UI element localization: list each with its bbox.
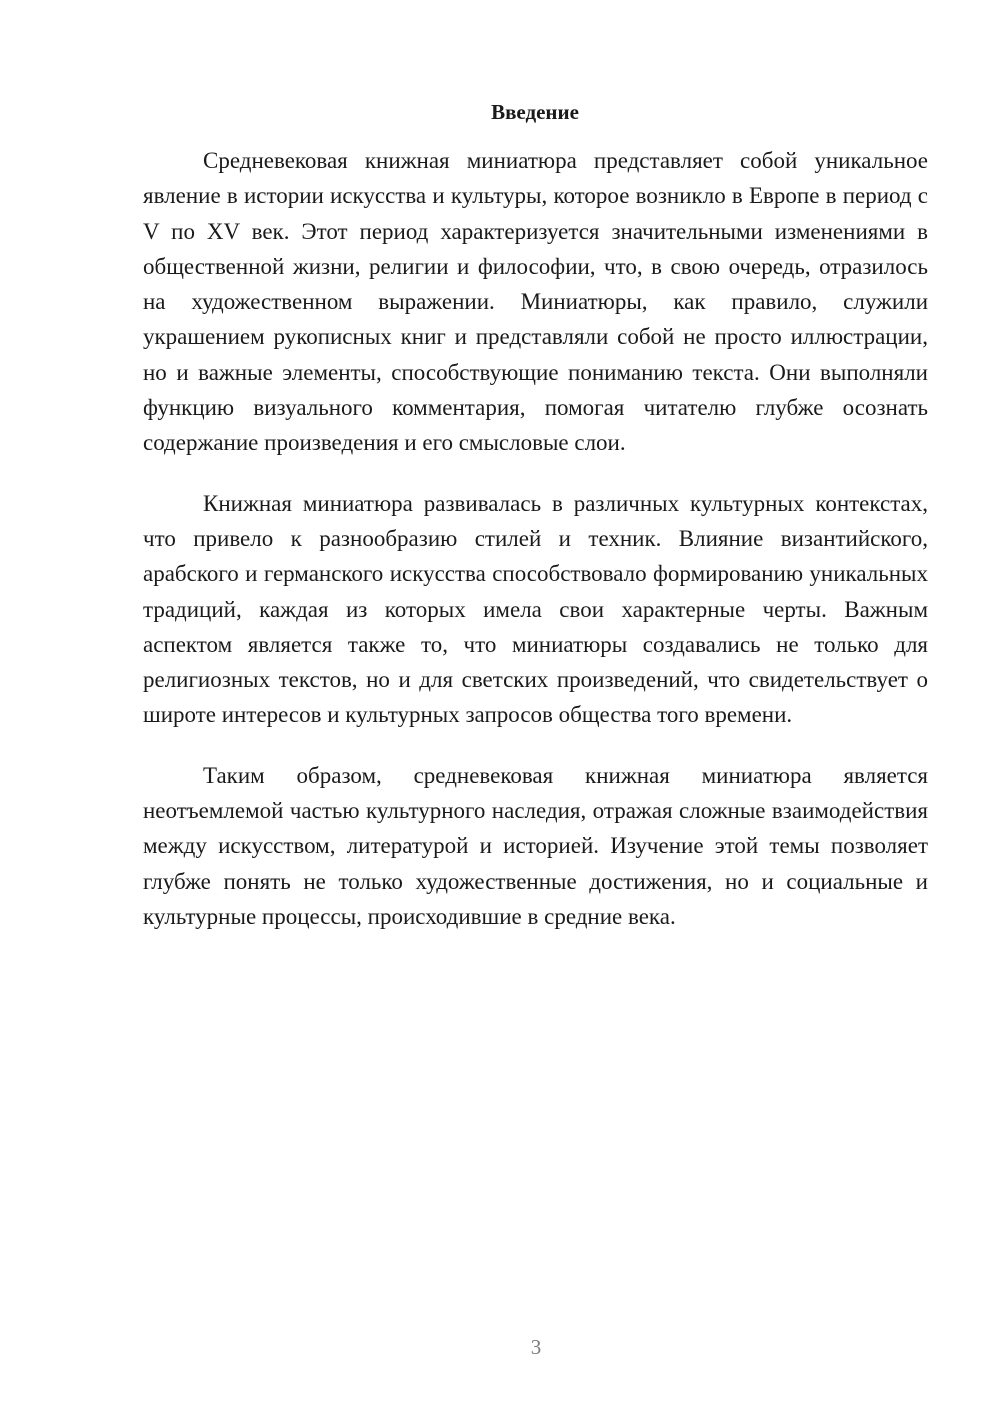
paragraph-1: Средневековая книжная миниатюра представляет собой уникальное явление в истории искусства и культуры, которое возникло в Европе в период с V по XV век. Этот период характеризуется значительными изменениями в общественной жизни, религии и философии, что, в свою очередь, отразилось на художественном выражении. Миниатюры, как правило, служили украшением рукописных книг и представляли собой не просто иллюстрации, но и важные элементы, способствующие пониманию текста. Они выполняли функцию визуального комментария, помогая читателю глубже осознать содержание произведения и его смысловые слои. (143, 148, 928, 456)
page-number: 3 (530, 1335, 542, 1359)
body-text (143, 143, 928, 959)
paragraph-2: Книжная миниатюра развивалась в различных культурных контекстах, что привело к разнообразию стилей и техник. Влияние византийского, арабского и германского искусства способствовало формированию уникальных традиций, каждая из которых имела свои характерные черты. Важным аспектом является также то, что миниатюры создавались не только для религиозных текстов, но и для светских произведений, что свидетельствует о широте интересов и культурных запросов общества того времени. (143, 490, 928, 728)
page-title: Введение (491, 100, 579, 124)
paragraph-3: Таким образом, средневековая книжная миниатюра является неотъемлемой частью культурного наследия, отражая сложные взаимодействия между искусством, литературой и историей. Изучение этой темы позволяет глубже понять не только художественные достижения, но и социальные и культурные процессы, происходившие в средние века. (143, 762, 928, 929)
